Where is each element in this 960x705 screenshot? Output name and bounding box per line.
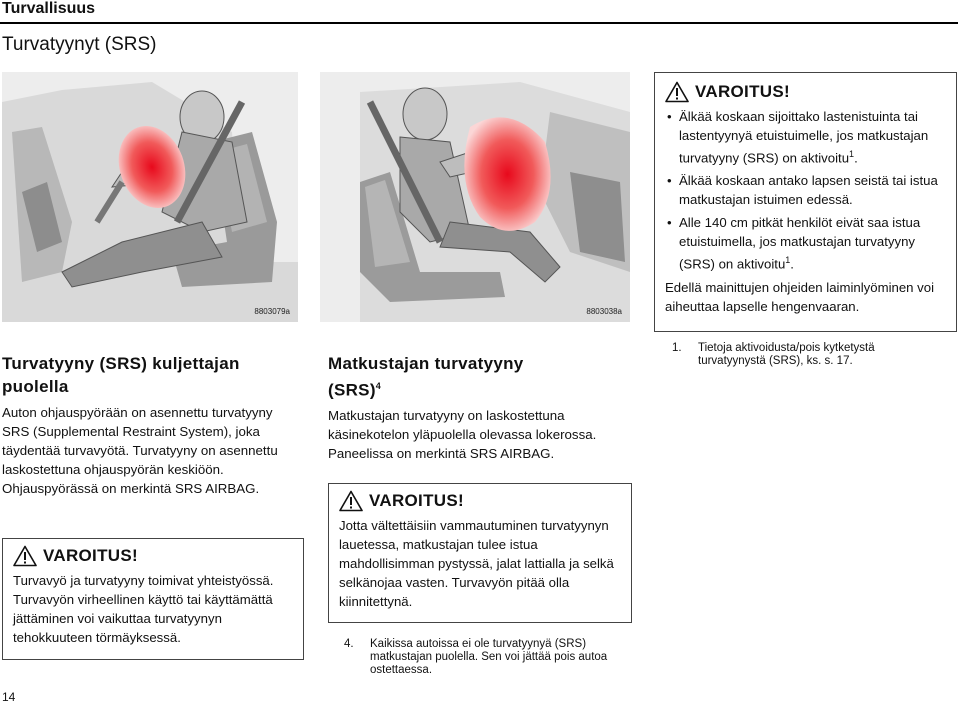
warning-header (339, 490, 621, 512)
warning-text: Jotta vältettäisiin vammautuminen turvatyynyn lauetessa, matkustajan tulee istua mahdollisimman pystyssä, jalat lattialla ja selkä selkänojaa vasten. Turvavyön pitää olla kiinnitettynä. (339, 518, 614, 609)
warning-title: VAROITUS! (43, 546, 138, 565)
warning-item: • Älkää koskaan sijoittako lastenistuinta tai lastentyynyä etuistuimelle, jos matkustajan turvatyyny (SRS) on aktivoitu$^1$. (665, 107, 946, 167)
passenger-airbag-illustration (320, 72, 630, 322)
warning-footer: Edellä mainittujen ohjeiden laiminlyöminen voi aiheuttaa lapselle hengenvaaran. (665, 279, 935, 314)
driver-airbag-heading: Turvatyyny (SRS) kuljettajan puolella (2, 354, 240, 396)
child-seat-warning (654, 72, 957, 332)
passenger-airbag-text: Matkustajan turvatyyny on laskostettuna käsinekotelon yläpuolella olevassa lokerossa. Paneelissa on merkintä SRS AIRBAG. (328, 408, 597, 461)
footnote: 4. Kaikissa autoissa ei ole turvatyynyä (SRS) matkustajan puolella. Sen voi jättää pois autoa ostettaessa. (344, 638, 608, 676)
warning-header (13, 545, 293, 567)
posture-warning (328, 483, 632, 623)
warning-triangle-icon (665, 81, 689, 103)
illustration-code: 8803038a (586, 307, 622, 316)
section-title: Turvallisuus (2, 0, 96, 17)
illustration-code: 8803079a (254, 307, 290, 316)
warning-item: • Älkää koskaan antako lapsen seistä tai istua matkustajan istuimen edessä. (665, 171, 946, 209)
warning-list (665, 107, 946, 274)
passenger-airbag-drawing (320, 72, 630, 322)
driver-airbag-drawing (2, 72, 298, 322)
page-title: Turvatyynyt (SRS) (2, 34, 157, 55)
warning-title: VAROITUS! (695, 82, 790, 101)
belt-warning (2, 538, 304, 660)
header-rule (0, 22, 958, 24)
warning-text: Turvavyö ja turvatyyny toimivat yhteistyössä. Turvavyön virheellinen käyttö tai käyttämättä jättäminen voi vaikuttaa turvatyynyn tehokkuuteen törmäyksessä. (13, 573, 274, 645)
warning-header (665, 81, 946, 103)
warning-triangle-icon (13, 545, 37, 567)
driver-airbag-illustration (2, 72, 298, 322)
page-number: 14 (2, 690, 16, 704)
driver-airbag-text: Auton ohjauspyörään on asennettu turvatyyny SRS (Supplemental Restraint System), joka täydentää turvavyötä. Turvatyyny on asennettu laskostettuna ohjauspyörän keskiöön. Ohjauspyörässä on merkintä SRS AIRBAG. (2, 405, 278, 496)
warning-triangle-icon (339, 490, 363, 512)
passenger-airbag-heading: Matkustajan turvatyyny (SRS)$^4$ (328, 354, 524, 400)
warning-title: VAROITUS! (369, 491, 464, 510)
warning-item: • Alle 140 cm pitkät henkilöt eivät saa istua etuistuimella, jos matkustajan turvatyyny (SRS) on aktivoitu$^1$. (665, 213, 946, 273)
footnote: 1. Tietoja aktivoidusta/pois kytketystä turvatyynystä (SRS), ks. s. 17. (672, 342, 875, 367)
